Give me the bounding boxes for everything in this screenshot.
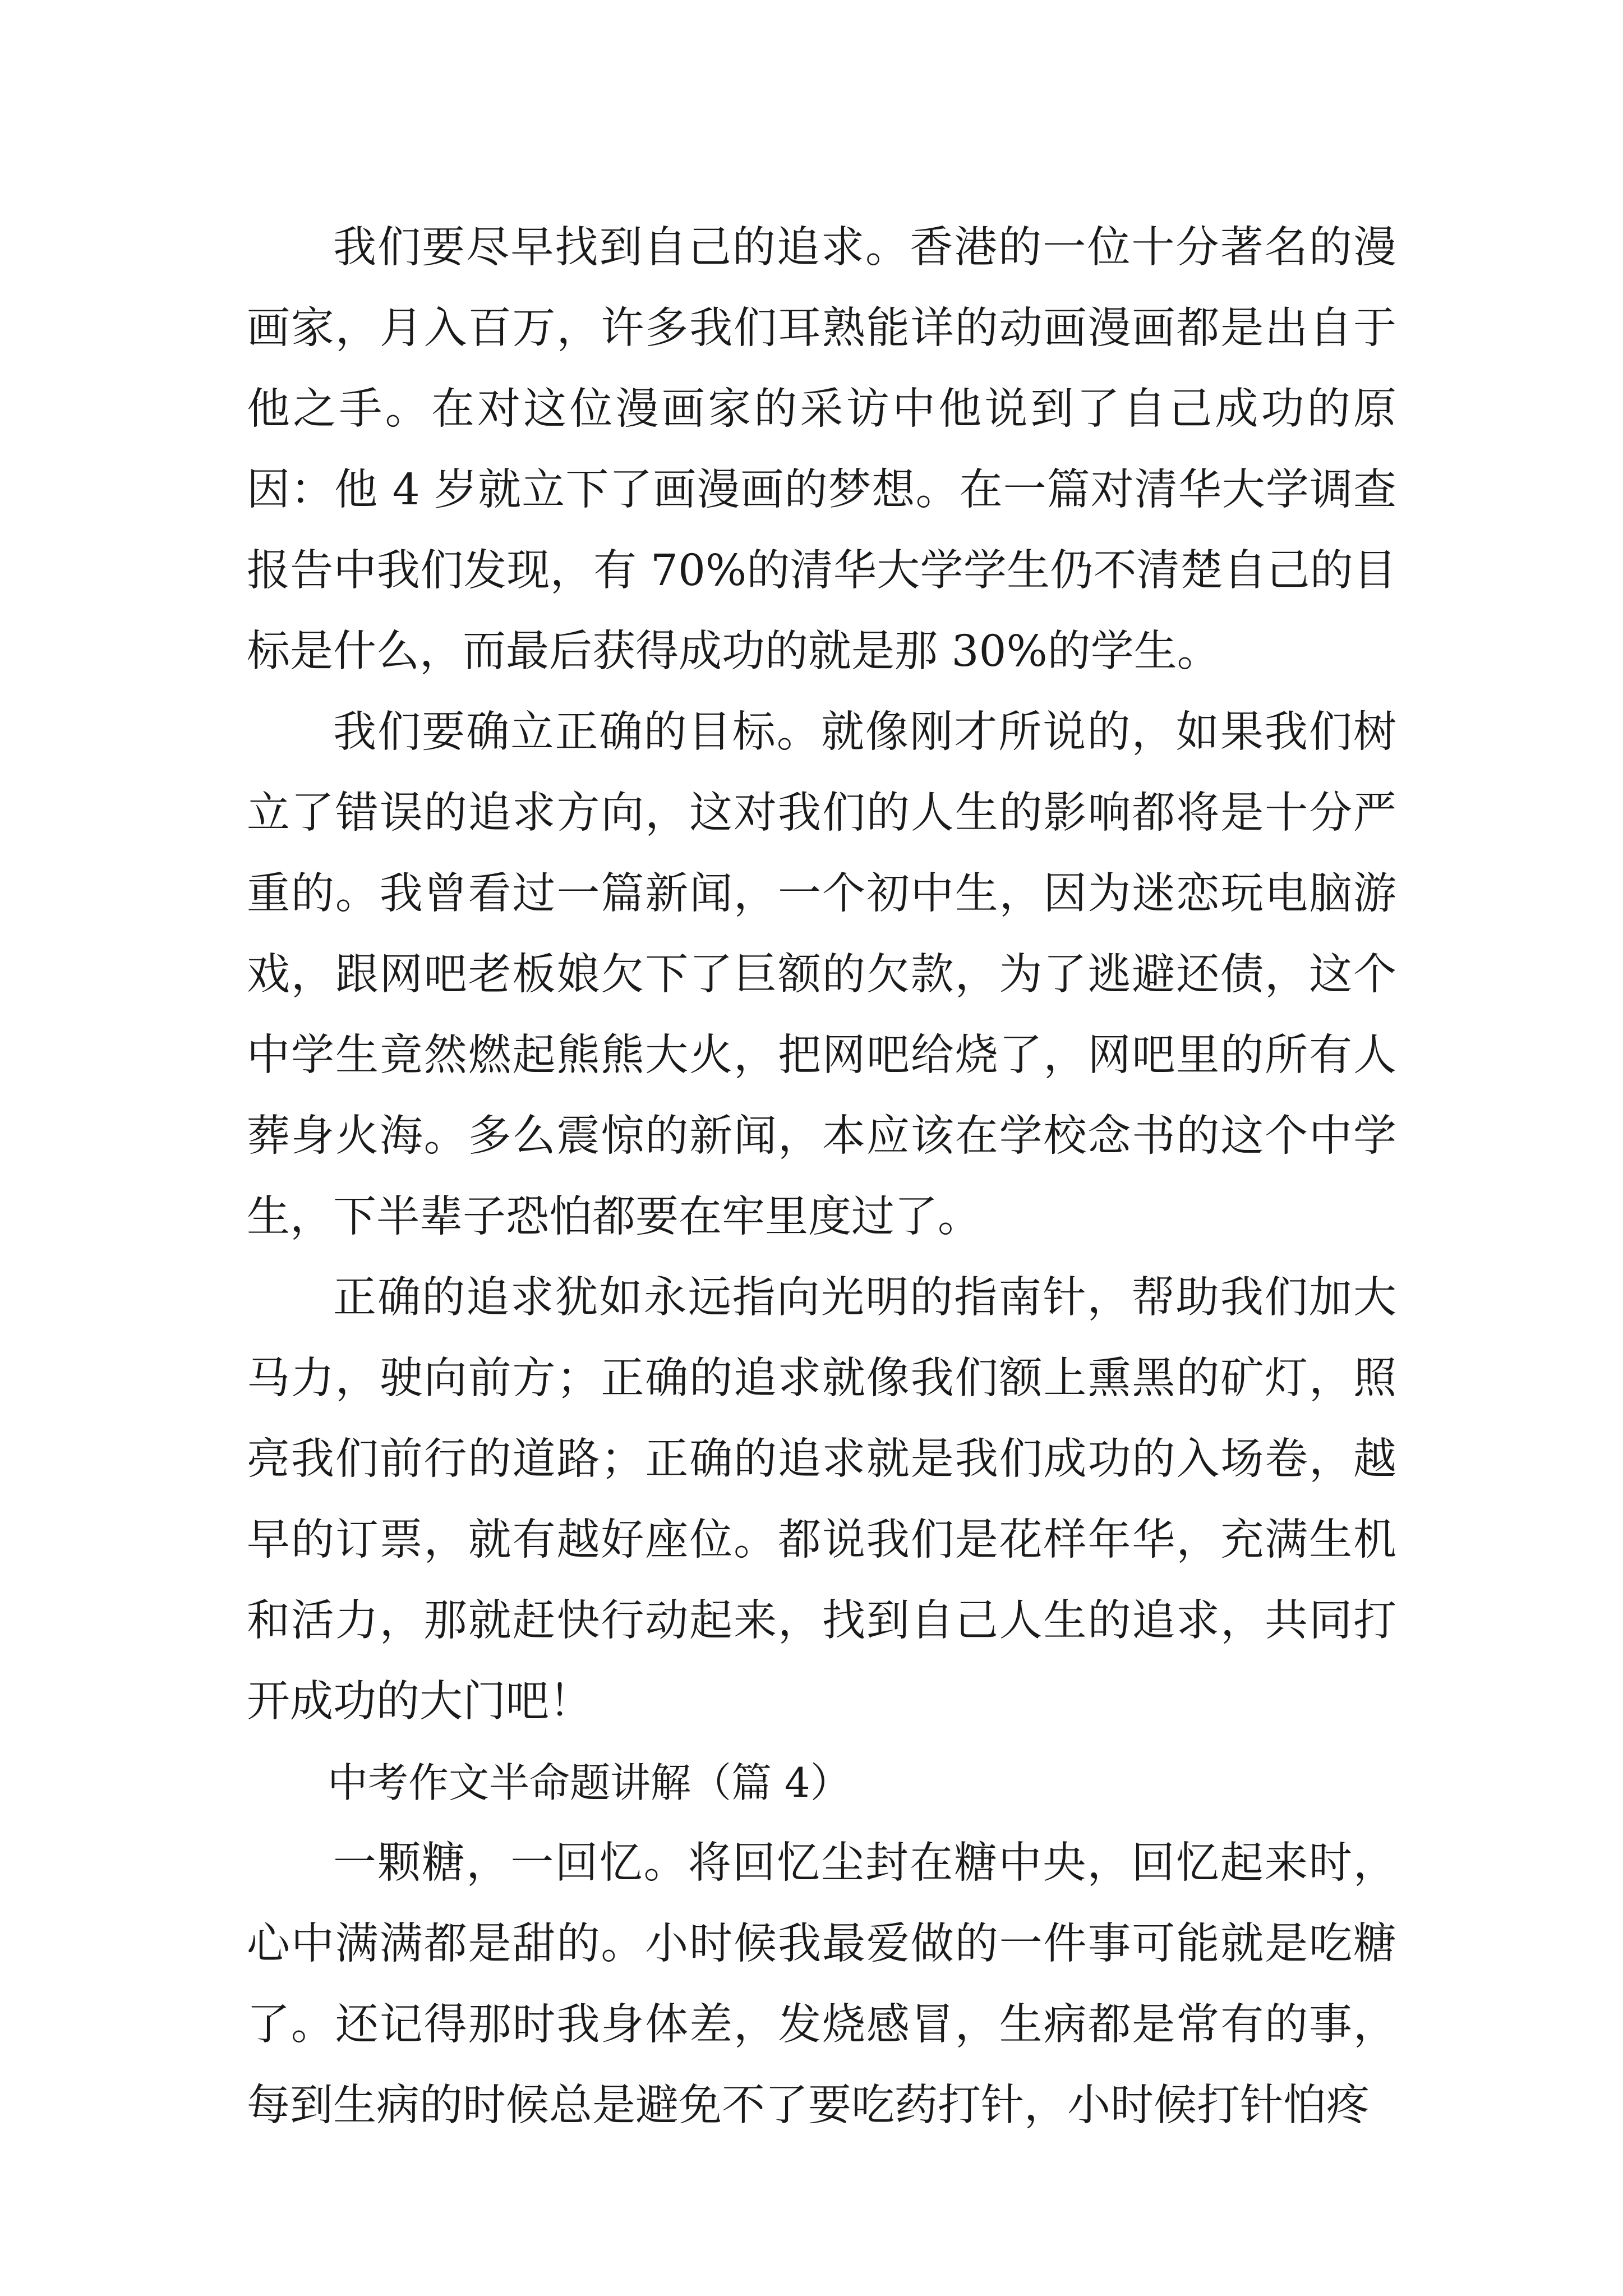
document-body [247,208,1396,2146]
section-heading: 中考作文半命题讲解（篇 4） [328,1759,851,1806]
paragraph-candy-memory: 一颗糖，一回忆。将回忆尘封在糖中央，回忆起来时，心中满满都是甜的。小时候我最爱做的一件事可能就是吃糖了。还记得那时我身体差，发烧感冒，生病都是常有的事，每到生病的时候总是避免不了要吃药打针，小时候打针怕疼 [247,1838,1396,2131]
paragraph-pursuit-early: 我们要尽早找到自己的追求。香港的一位十分著名的漫画家，月入百万，许多我们耳熟能详的动画漫画都是出自于他之手。在对这位漫画家的采访中他说到了自己成功的原因：他 4 岁就立下了画漫画的梦想。在一篇对清华大学调查报告中我们发现，有 70%的清华大学学生仍不清楚自己的目标是什么，而最后获得成功的就是那 30%的学生。 [247,223,1396,677]
paragraph-correct-goal: 我们要确立正确的目标。就像刚才所说的，如果我们树立了错误的追求方向，这对我们的人生的影响都将是十分严重的。我曾看过一篇新闻，一个初中生，因为迷恋玩电脑游戏，跟网吧老板娘欠下了巨额的欠款，为了逃避还债，这个中学生竟然燃起熊熊大火，把网吧给烧了，网吧里的所有人葬身火海。多么震惊的新闻，本应该在学校念书的这个中学生，下半辈子恐怕都要在牢里度过了。 [247,707,1396,1242]
paragraph-compass: 正确的追求犹如永远指向光明的指南针，帮助我们加大马力，驶向前方；正确的追求就像我们额上熏黑的矿灯，照亮我们前行的道路；正确的追求就是我们成功的入场卷，越早的订票，就有越好座位。都说我们是花样年华，充满生机和活力，那就赶快行动起来，找到自己人生的追求，共同打开成功的大门吧！ [247,1273,1396,1727]
